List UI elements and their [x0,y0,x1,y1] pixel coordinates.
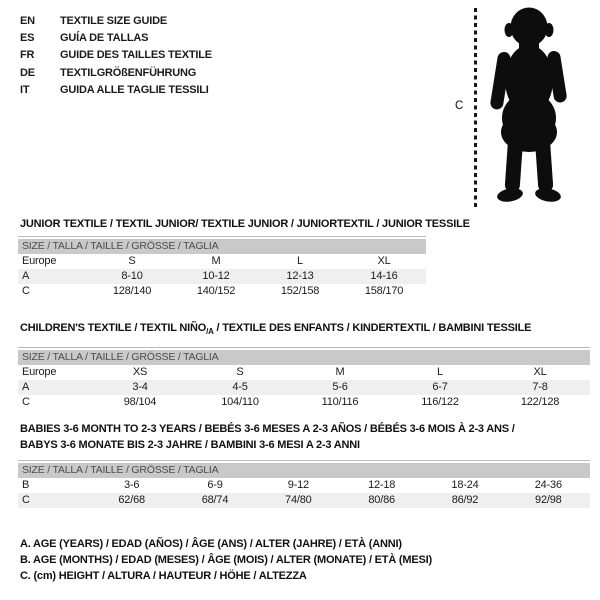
cell: 152/158 [280,284,320,297]
babies-section-title [20,421,515,453]
row-label: A [22,269,30,282]
table-row-months [18,478,590,493]
cell: 9-12 [287,478,309,491]
language-row [20,82,212,99]
language-code: DE [20,66,35,79]
legend-height: C. (cm) HEIGHT / ALTURA / HAUTEUR / HÖHE / ALTEZZA [20,570,307,583]
row-label: C [22,284,30,297]
cell: 68/74 [201,493,229,506]
language-label: TEXTILGRÖßENFÜHRUNG [60,66,197,79]
row-label: C [22,395,30,408]
cell: XS [132,365,148,378]
cell: 10-12 [202,269,230,282]
table-row-height [18,284,426,299]
cell: 8-10 [121,269,143,282]
table-row-age [18,380,590,395]
size-table-header: SIZE / TALLA / TAILLE / GRÖSSE / TAGLIA [18,350,590,365]
cell: XL [533,365,547,378]
language-row [20,47,212,64]
legend-age-months: B. AGE (MONTHS) / EDAD (MESES) / ÂGE (MOIS) / ALTER (MONATE) / ETÀ (MESI) [20,554,432,567]
measurement-legend [20,536,432,585]
title-line-2: BABYS 3-6 MONATE BIS 2-3 JAHRE / BAMBINI 3-6 MESI A 2-3 ANNI [20,439,360,451]
cell: S [128,254,136,267]
cell: 12-13 [286,269,314,282]
table-row-height [18,395,590,410]
row-label: Europe [22,254,57,267]
table-row-europe [18,254,426,269]
cell: L [437,365,443,378]
cell: 6-9 [207,478,223,491]
legend-age-years: A. AGE (YEARS) / EDAD (AÑOS) / ÂGE (ANS) / ALTER (JAHRE) / ETÀ (ANNI) [20,538,402,550]
cell: 80/86 [368,493,395,506]
language-row [20,65,212,82]
cell: 122/128 [520,395,560,408]
cell: 110/116 [321,395,359,408]
cell: 7-8 [532,380,548,393]
size-table-header: SIZE / TALLA / TAILLE / GRÖSSE / TAGLIA [18,239,426,254]
cell: 140/152 [196,284,236,297]
cell: 86/92 [451,493,479,506]
cell: M [211,254,221,267]
cell: S [236,365,244,378]
cell: 12-18 [368,478,396,491]
children-section-title [20,320,531,340]
title-text: CHILDREN'S TEXTILE / TEXTIL NIÑO [20,322,207,334]
table-row-age [18,269,426,284]
cell: 116/122 [421,395,459,408]
cell: 5-6 [332,380,348,393]
title-text: / TEXTILE DES ENFANTS / KINDERTEXTIL / BAMBINI TESSILE [213,322,532,334]
cell: 74/80 [285,493,312,506]
junior-size-table [18,236,426,299]
language-label: GUIDA ALLE TAGLIE TESSILI [60,83,209,96]
table-row-europe [18,365,590,380]
language-code: EN [20,15,35,27]
junior-section-title: JUNIOR TEXTILE / TEXTIL JUNIOR/ TEXTILE JUNIOR / JUNIORTEXTIL / JUNIOR TESSILE [20,218,470,230]
cell: 98/104 [123,395,157,408]
cell: 3-6 [124,478,140,491]
cell: L [297,254,303,267]
table-row-height [18,493,590,508]
language-row [20,13,212,30]
language-code: IT [20,83,30,96]
babies-size-table [18,460,590,508]
measure-c-label: C [455,100,464,112]
children-size-table [18,347,590,410]
language-label: GUIDE DES TAILLES TEXTILE [60,49,212,62]
cell: 6-7 [432,380,448,393]
row-label: C [22,493,30,506]
row-label: B [22,478,30,491]
cell: 92/98 [535,493,562,506]
language-label: GUÍA DE TALLAS [60,32,149,45]
cell: 24-36 [534,478,562,491]
cell: 14-16 [370,269,398,282]
title-subscript: /A [206,327,214,337]
size-table-header: SIZE / TALLA / TAILLE / GRÖSSE / TAGLIA [18,463,590,478]
cell: 18-24 [451,478,479,491]
title-line-1: BABIES 3-6 MONTH TO 2-3 YEARS / BEBÉS 3-6 MESES A 2-3 AÑOS / BÉBÉS 3-6 MOIS À 2-3 ANS / [20,423,515,435]
cell: 3-4 [132,380,148,393]
cell: 128/140 [112,284,152,297]
language-title-list [20,13,212,99]
language-code: ES [20,32,35,45]
height-measure-dashed-line [474,8,477,208]
baby-silhouette [482,6,580,208]
cell: 158/170 [364,284,404,297]
language-label: TEXTILE SIZE GUIDE [60,15,168,27]
cell: 4-5 [232,380,248,393]
language-code: FR [20,49,35,62]
cell: 104/110 [221,395,259,408]
row-label: Europe [22,365,57,378]
cell: XL [377,254,391,267]
cell: 62/68 [118,493,145,506]
cell: M [335,365,345,378]
row-label: A [22,380,30,393]
language-row [20,30,212,47]
